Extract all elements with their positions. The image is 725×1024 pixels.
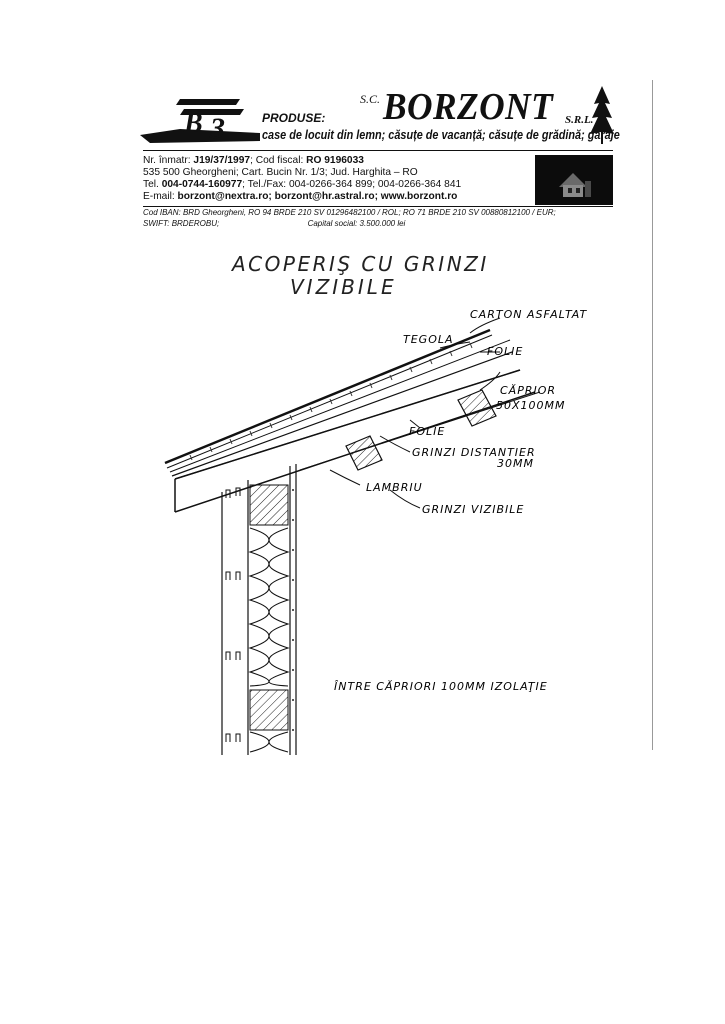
phone-line: Tel. 004-0744-160977; Tel./Fax: 004-0266-364 899; 004-0266-364 841: [143, 179, 462, 190]
svg-text:3: 3: [210, 112, 225, 145]
label-carton: CARTON ASFALTAT: [470, 308, 588, 321]
wall-beam-top: [250, 485, 288, 525]
registration-line: Nr. înmatr: J19/37/1997; Cod fiscal: RO 9196033: [143, 155, 364, 166]
insulation-upper: [250, 528, 269, 686]
wall-beam-bottom: [250, 690, 288, 730]
produse-label: PRODUSE:: [262, 111, 326, 125]
email-links[interactable]: borzont@nextra.ro; borzont@hr.astral.ro; www.borzont.ro: [177, 191, 458, 202]
spacer-beam-2: [458, 390, 496, 426]
spacer-beam-1: [346, 436, 382, 470]
srl-suffix: S.R.L.: [565, 114, 594, 126]
label-folie: FOLIE: [487, 345, 524, 358]
label-grinzi-distantier: GRINZI DISTANTIER: [412, 446, 536, 459]
drawing-title-line2: VIZIBILE: [290, 275, 397, 299]
drawing-title-line1: ACOPERIŞ CU GRINZI: [232, 252, 489, 276]
label-caprior: CĂPRIOR: [500, 384, 557, 397]
address-line: 535 500 Gheorgheni; Cart. Bucin Nr. 1/3; Jud. Harghita – RO: [143, 167, 418, 178]
vapour-barrier-dots: [292, 489, 294, 731]
products-line: case de locuit din lemn; căsuțe de vacanță; căsuțe de grădină; garaje: [262, 128, 620, 142]
label-insulation-note: ÎNTRE CĂPRIORI 100MM IZOLAŢIE: [334, 680, 548, 693]
bank-details: Cod IBAN: BRD Gheorgheni, RO 94 BRDE 210 SV 01296482100 / ROL; RO 71 BRDE 210 SV 00880812100 / EUR; SWIFT: BRDEROBU; Capital social: 3.500.000 lei: [143, 207, 556, 228]
insulation-upper-b: [269, 528, 288, 686]
sc-prefix: S.C.: [360, 92, 381, 106]
label-tegola: TEGOLA: [403, 333, 454, 346]
insulation-lower: [250, 732, 288, 752]
email-line: E-mail: borzont@nextra.ro; borzont@hr.astral.ro; www.borzont.ro: [143, 191, 458, 202]
log-joints: [226, 488, 240, 742]
company-name: BORZONT: [383, 86, 554, 128]
label-caprior-dim: 50X100MM: [496, 399, 566, 412]
label-lambriu: LAMBRIU: [366, 481, 423, 494]
label-distantier-dim: 30MM: [497, 457, 534, 470]
label-grinzi-vizibile: GRINZI VIZIBILE: [422, 503, 525, 516]
svg-text:B: B: [184, 108, 203, 139]
label-folie-2: FOLIE: [409, 425, 446, 438]
